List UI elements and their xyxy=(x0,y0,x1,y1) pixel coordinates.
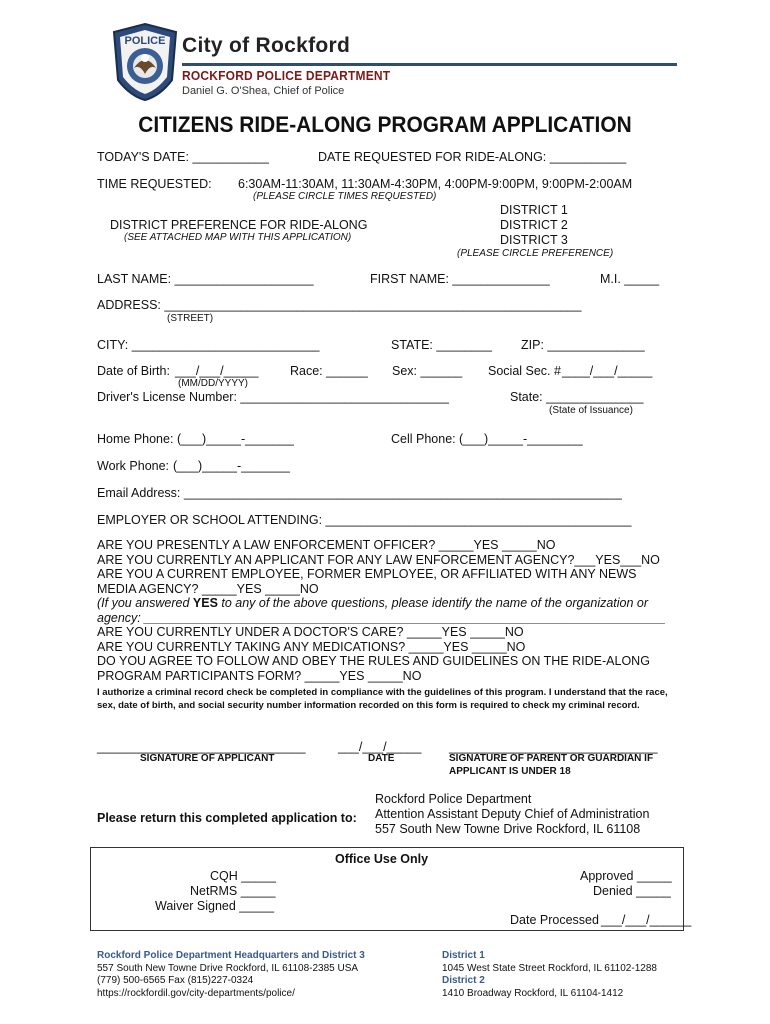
work-phone-field[interactable]: (___)_____-_______ xyxy=(173,459,290,473)
office-approved-field[interactable]: Approved _____ xyxy=(580,869,672,883)
time-note: (PLEASE CIRCLE TIMES REQUESTED) xyxy=(253,191,437,202)
signature-date-line[interactable]: ___/___/_____ xyxy=(338,740,422,754)
city-field[interactable]: CITY: ___________________________ xyxy=(97,338,320,352)
chief-name: Daniel G. O'Shea, Chief of Police xyxy=(182,85,345,97)
footer-district-1-title: District 1 xyxy=(442,950,485,961)
footer-hq-url[interactable]: https://rockfordil.gov/city-departments/police/ xyxy=(97,987,295,999)
question-medications[interactable]: ARE YOU CURRENTLY TAKING ANY MEDICATIONS? _____YES _____NO xyxy=(97,639,526,654)
cell-phone-field[interactable]: (___)_____-________ xyxy=(459,432,583,446)
district-2-option[interactable]: DISTRICT 2 xyxy=(500,218,568,232)
footer-hq-title: Rockford Police Department Headquarters and District 3 xyxy=(97,950,365,961)
license-state-field[interactable]: State: ______________ xyxy=(510,390,644,404)
work-phone-label: Work Phone: xyxy=(97,459,170,473)
office-cqh-field[interactable]: CQH _____ xyxy=(210,869,277,883)
question-organization-identify[interactable]: (If you answered YES to any of the above questions, please identify the name of the organization or agency: ___________________________________________________________________________ xyxy=(97,596,666,625)
first-name-field[interactable]: FIRST NAME: ______________ xyxy=(370,272,550,286)
office-denied-field[interactable]: Denied _____ xyxy=(593,884,671,898)
office-use-title: Office Use Only xyxy=(335,852,429,866)
signature-date-label: DATE xyxy=(368,753,395,764)
drivers-license-field[interactable]: Driver's License Number: ______________________________ xyxy=(97,390,449,404)
header-rule xyxy=(182,63,677,66)
district-3-option[interactable]: DISTRICT 3 xyxy=(500,233,568,247)
question-law-enforcement-officer[interactable]: ARE YOU PRESENTLY A LAW ENFORCEMENT OFFICER? _____YES _____NO xyxy=(97,538,556,552)
todays-date-field[interactable]: TODAY'S DATE: ___________ xyxy=(97,150,269,164)
org-title: City of Rockford xyxy=(182,34,351,57)
guardian-signature-label-2: APPLICANT IS UNDER 18 xyxy=(449,766,571,777)
return-label: Please return this completed application to: xyxy=(97,811,357,825)
district-circle-note: (PLEASE CIRCLE PREFERENCE) xyxy=(457,248,614,259)
footer-hq-phone: (779) 500-6565 Fax (815)227-0324 xyxy=(97,975,254,986)
state-issuance-note: (State of Issuance) xyxy=(549,405,633,416)
address-field[interactable]: ADDRESS: ____________________________________________________________ xyxy=(97,298,582,312)
return-address-line-2: Attention Assistant Deputy Chief of Administration xyxy=(375,807,650,821)
state-field[interactable]: STATE: ________ xyxy=(391,338,492,352)
cell-phone-label: Cell Phone: xyxy=(391,432,456,446)
footer-hq xyxy=(97,950,365,1000)
question-news-media[interactable]: ARE YOU A CURRENT EMPLOYEE, FORMER EMPLOYEE, OR AFFILIATED WITH ANY NEWS MEDIA AGENCY? _____YES _____NO xyxy=(97,567,637,596)
police-badge-logo xyxy=(110,22,180,102)
ssn-field[interactable]: ____/___/_____ xyxy=(562,364,653,378)
guardian-signature-line[interactable]: ______________________________ xyxy=(449,740,658,754)
home-phone-label: Home Phone: xyxy=(97,432,174,446)
guardian-signature-label: SIGNATURE OF PARENT OR GUARDIAN IF xyxy=(449,753,654,764)
question-doctors-care[interactable]: ARE YOU CURRENTLY UNDER A DOCTOR'S CARE? _____YES _____NO xyxy=(97,625,524,639)
department-name: ROCKFORD POLICE DEPARTMENT xyxy=(182,68,391,84)
form-title: CITIZENS RIDE-ALONG PROGRAM APPLICATION xyxy=(138,112,632,137)
time-requested-label: TIME REQUESTED: xyxy=(97,177,212,191)
footer-hq-address: 557 South New Towne Drive Rockford, IL 61108-2385 USA xyxy=(97,962,359,974)
office-waiver-field[interactable]: Waiver Signed _____ xyxy=(155,899,275,913)
home-phone-field[interactable]: (___)_____-_______ xyxy=(177,432,294,446)
street-note: (STREET) xyxy=(167,313,214,324)
office-netrms-field[interactable]: NetRMS _____ xyxy=(190,884,276,898)
applicant-signature-label: SIGNATURE OF APPLICANT xyxy=(140,753,275,764)
dob-field[interactable]: ___/___/_____ xyxy=(175,364,259,378)
district-1-option[interactable]: DISTRICT 1 xyxy=(500,203,568,217)
employer-field[interactable]: EMPLOYER OR SCHOOL ATTENDING: ____________________________________________ xyxy=(97,513,632,527)
race-field[interactable]: Race: ______ xyxy=(290,364,368,378)
footer-district-1-address: 1045 West State Street Rockford, IL 61102-1288 xyxy=(442,962,657,974)
district-preference-label: DISTRICT PREFERENCE FOR RIDE-ALONG xyxy=(110,218,368,232)
dob-label: Date of Birth: xyxy=(97,364,170,378)
district-map-note: (SEE ATTACHED MAP WITH THIS APPLICATION) xyxy=(124,232,352,243)
zip-field[interactable]: ZIP: ______________ xyxy=(521,338,645,352)
last-name-field[interactable]: LAST NAME: ____________________ xyxy=(97,272,314,286)
applicant-signature-line[interactable]: ______________________________ xyxy=(97,740,306,754)
return-address-line-3: 557 South New Towne Drive Rockford, IL 61108 xyxy=(375,822,641,836)
return-address-line-1: Rockford Police Department xyxy=(375,792,532,806)
questions-block xyxy=(97,538,667,683)
question-le-applicant[interactable]: ARE YOU CURRENTLY AN APPLICANT FOR ANY LAW ENFORCEMENT AGENCY?___YES___NO xyxy=(97,552,660,567)
svg-text:POLICE: POLICE xyxy=(124,35,166,47)
consent-statement: I authorize a criminal record check be completed in compliance with the guidelines of this program. I understand that the race, sex, date of birth, and social security number information recorded on this form is required to check my criminal record. xyxy=(97,687,668,711)
time-options[interactable]: 6:30AM-11:30AM, 11:30AM-4:30PM, 4:00PM-9:00PM, 9:00PM-2:00AM xyxy=(238,177,633,191)
footer-district-2-title: District 2 xyxy=(442,975,485,986)
ssn-label: Social Sec. # xyxy=(488,364,561,378)
footer-district-2-address: 1410 Broadway Rockford, IL 61104-1412 xyxy=(442,987,624,999)
question-agree-rules[interactable]: DO YOU AGREE TO FOLLOW AND OBEY THE RULES AND GUIDELINES ON THE RIDE-ALONG PROGRAM PARTICIPANTS FORM? _____YES _____NO xyxy=(97,654,650,683)
dob-format-note: (MM/DD/YYYY) xyxy=(178,378,248,389)
footer-districts xyxy=(442,950,657,1000)
email-field[interactable]: Email Address: _______________________________________________________________ xyxy=(97,486,622,500)
office-date-processed-label: Date Processed xyxy=(510,913,599,927)
sex-field[interactable]: Sex: ______ xyxy=(392,364,463,378)
middle-initial-field[interactable]: M.I. _____ xyxy=(600,272,660,286)
date-requested-field[interactable]: DATE REQUESTED FOR RIDE-ALONG: ___________ xyxy=(318,150,627,164)
office-date-processed-field[interactable]: ___/___/______ xyxy=(601,913,692,927)
